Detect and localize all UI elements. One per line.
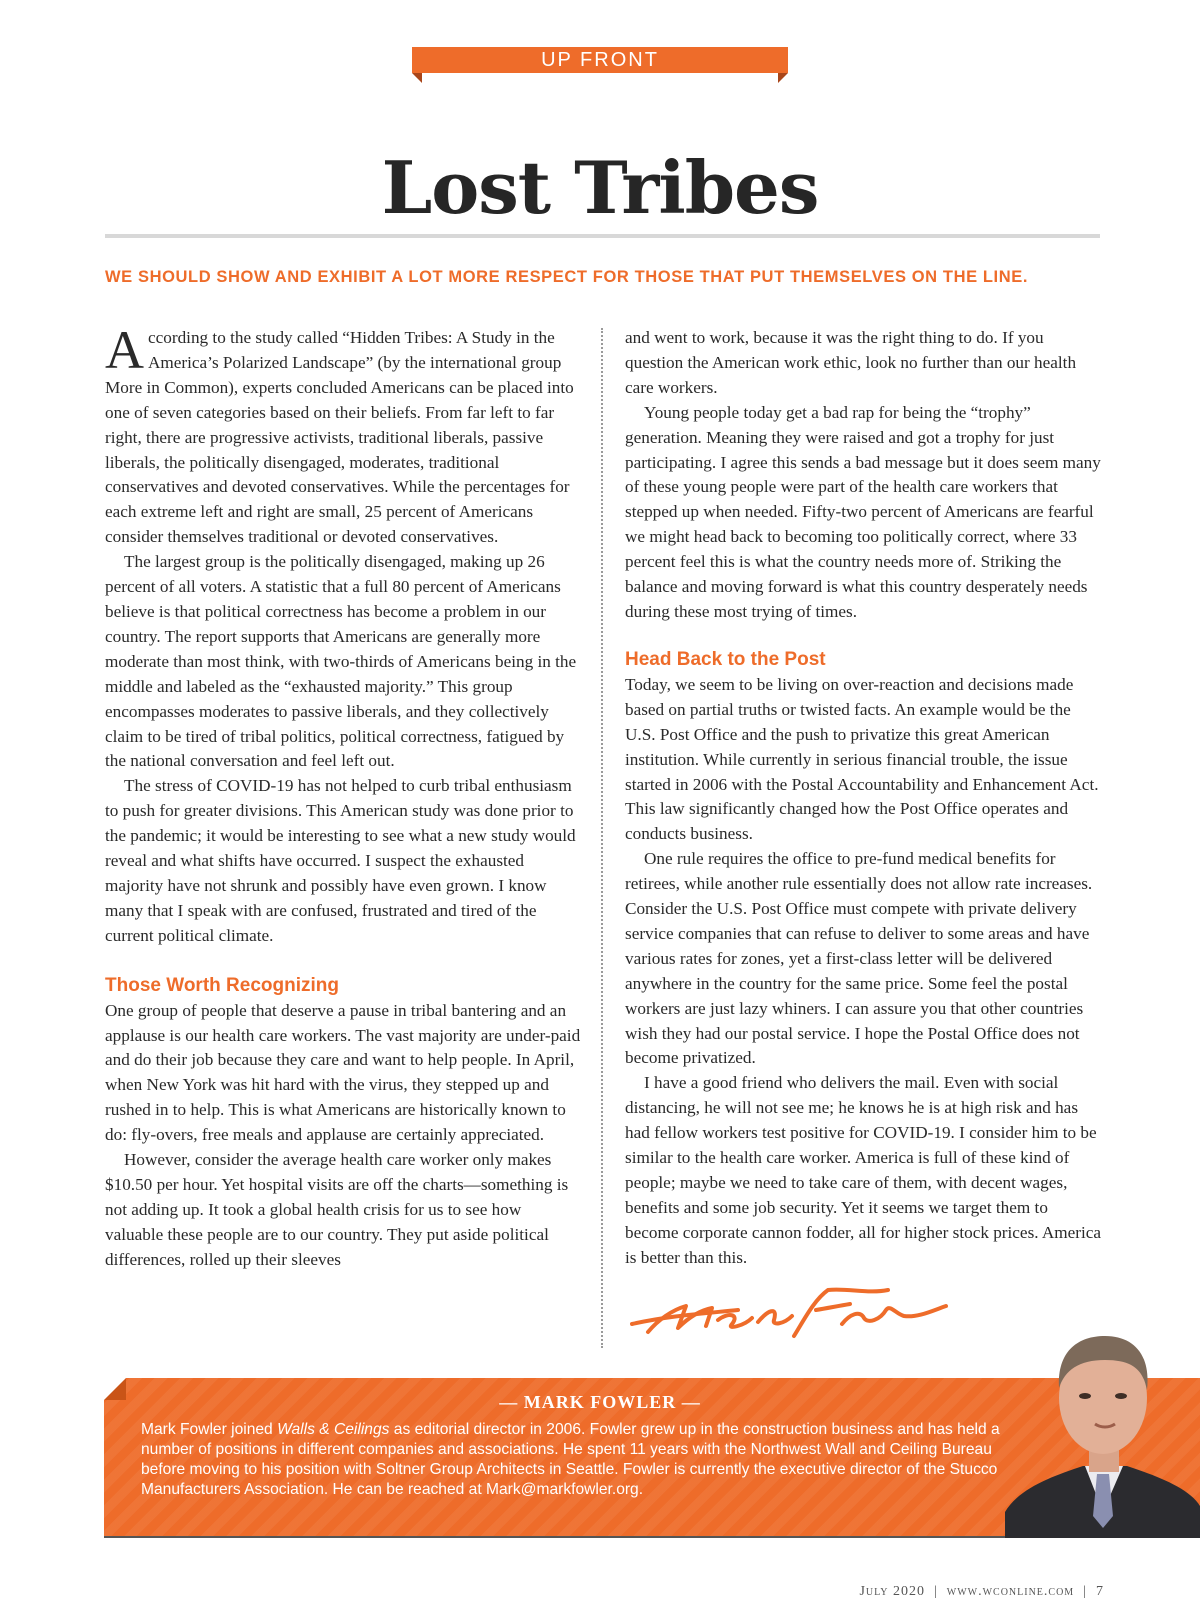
paragraph-7: Today, we seem to be living on over-reaction and decisions made based on partial truths or twisted facts. An example would be the U.S. Post Office and the push to privatize this great American institution. While currently in serious financial trouble, the issue started in 2006 with the Postal Accountability and Enhancement Act. This law significantly changed how the Post Office operates and conducts business.	[625, 674, 1099, 844]
drop-cap: A	[105, 320, 144, 380]
bio-text-end: as editorial director in 2006. Fowler grew up in the construction business and has held a number of positions in different companies and associations. He spent 11 years with the Northwest Wall and Ceiling Bureau before moving to his position with Soltner Group Architects in Seattle. Fowler is currently the executive director of the Stucco Manufacturers Association. He can be reached at Mark@markfowler.org.	[141, 1421, 1000, 1498]
author-portrait	[1005, 1316, 1200, 1538]
paragraph-5-continued: and went to work, because it was the right thing to do. If you question the American work ethic, look no further than our health care workers.	[625, 328, 1077, 397]
subheading-head-back-to-the-post: Head Back to the Post	[625, 648, 826, 670]
footer-separator: |	[933, 1584, 938, 1599]
article-column-left	[105, 320, 581, 1273]
intro-text: ccording to the study called “Hidden Tribes: A Study in the America’s Polarized Landscape” (by the international group More in Common), experts concluded Americans can be placed into one of seven categories based on their beliefs. From far left to far right, there are progressive activists, traditional liberals, passive liberals, the politically disengaged, moderates, traditional conservatives and devoted conservatives. While the percentages for each extreme left and right are small, 25 percent of Americans consider themselves traditional or devoted conservatives.	[105, 328, 574, 547]
article-column-right	[625, 326, 1103, 1271]
paragraph-2: The largest group is the politically disengaged, making up 26 percent of all voters. A statistic that a full 80 percent of Americans believe is that political correctness has become a problem in our country. The report supports that Americans are generally more moderate than most think, with two-thirds of Americans being in the middle and labeled as the “exhausted majority.” This group encompasses moderates to passive liberals, and they collectively claim to be tired of tribal politics, political correctness, fatigued by the national conversation and feel left out.	[105, 552, 577, 771]
footer-date: July 2020	[859, 1584, 925, 1599]
section-tag: UP FRONT	[412, 47, 788, 73]
bio-publication-name: Walls & Ceilings	[277, 1421, 390, 1438]
page-number: 7	[1096, 1584, 1104, 1599]
bio-text-start: Mark Fowler joined	[141, 1421, 278, 1438]
paragraph-9: I have a good friend who delivers the mail. Even with social distancing, he will not see me; he knows he is at high risk and has had fellow workers test positive for COVID-19. I consider him to be similar to the health care worker. America is full of these kind of people; maybe we need to take care of them, with decent wages, benefits and some job security. Yet it seems we target them to become corporate cannon fodder, all for higher stock prices. America is better than this.	[625, 1073, 1102, 1267]
paragraph-6: Young people today get a bad rap for being the “trophy” generation. Meaning they were raised and got a trophy for just participating. I agree this sends a bad message but it does seem many of these young people were part of the health care workers that stepped up when needed. Fifty-two percent of Americans are fearful we might head back to becoming too politically correct, where 33 percent feel this is what the country needs more of. Striking the balance and moving forward is what this country desperately needs during these most trying of times.	[625, 402, 1101, 621]
paragraph-5: However, consider the average health care worker only makes $10.50 per hour. Yet hospital visits are off the charts—something is not adding up. It took a global health crisis for us to see how valuable these people are to our country. They put aside political differences, rolled up their sleeves	[105, 1150, 569, 1269]
subheading-those-worth-recognizing: Those Worth Recognizing	[105, 974, 339, 996]
page-footer	[859, 1584, 1104, 1600]
bio-box-corner-fold	[104, 1378, 126, 1400]
paragraph-3: The stress of COVID-19 has not helped to curb tribal enthusiasm to push for greater divisions. This American study was done prior to the pandemic; it would be interesting to see what a new study would reveal and what shifts have occurred. I suspect the exhausted majority have not shrunk and possibly have even grown. I know many that I speak with are confused, frustrated and tired of the current political climate.	[105, 776, 576, 945]
headline-rule	[105, 234, 1100, 238]
paragraph-4: One group of people that deserve a pause in tribal bantering and an applause is our health care workers. The vast majority are under-paid and do their job because they care and want to help people. In April, when New York was hit hard with the virus, they stepped up and rushed in to help. This is what Americans are historically known to do: fly-overs, free meals and applause are certainly appreciated.	[105, 1000, 581, 1145]
paragraph-8: One rule requires the office to pre-fund medical benefits for retirees, while another rule essentially does not allow rate increases. Consider the U.S. Post Office must compete with private delivery service companies that can refuse to deliver to some areas and have various rates for zones, yet a first-class letter will be delivered anywhere in the country for the same price. Some feel the postal workers are just lazy whiners. I can assure you that other countries wish they had our postal service. I hope the Postal Office does not become privatized.	[625, 849, 1093, 1068]
author-bio-text	[141, 1420, 1031, 1500]
column-divider	[601, 328, 603, 1348]
author-name: — MARK FOWLER —	[499, 1392, 701, 1412]
author-signature	[628, 1280, 958, 1350]
deck: WE SHOULD SHOW AND EXHIBIT A LOT MORE RESPECT FOR THOSE THAT PUT THEMSELVES ON THE LINE.	[105, 268, 1029, 286]
intro-paragraph	[105, 320, 581, 550]
footer-separator: |	[1083, 1584, 1087, 1599]
footer-website[interactable]: www.wconline.com	[946, 1584, 1075, 1599]
headline: Lost Tribes	[381, 145, 819, 230]
